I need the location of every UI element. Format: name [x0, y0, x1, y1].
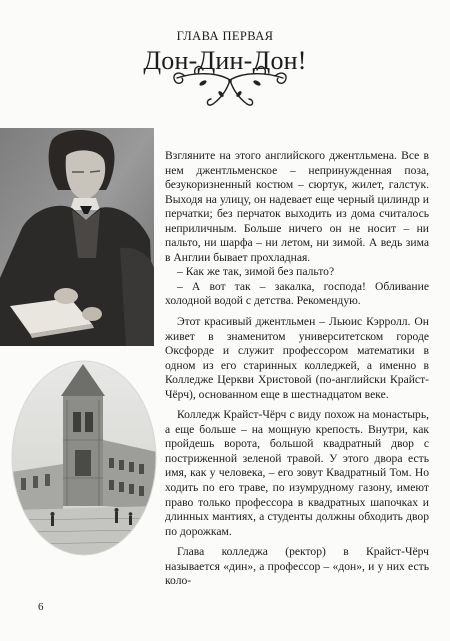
chapter-label: ГЛАВА ПЕРВАЯ: [176, 29, 274, 43]
paragraph: – Как же так, зимой без пальто?: [177, 265, 335, 279]
paragraph: Колледж Крайст-Чёрч с виду похож на монастырь, а еще больше – на мощную крепость. Внутри, как пройдешь ворота, большой квадратный двор с постриженной зеленой травой. У этого двора есть имя, как у человека, – его зовут Квадратный Том. Но ходить по его траве, по изумрудному газону, имеют право только профессора в квадратных шапочках и длинных мантиях, а студенты должны обходить двор по дорожкам.: [165, 408, 429, 538]
chapter-title: Дон-Дин-Дон!: [143, 46, 307, 75]
article-body: [165, 149, 429, 589]
page-number: 6: [38, 601, 44, 613]
paragraph: – А вот так – закалка, господа! Обливание холодной водой с детства. Рекомендую.: [165, 279, 429, 308]
paragraph: Взгляните на этого английского джентльмена. Все в нем джентльменское – непринужденная поза, безукоризненный костюм – сюртук, жилет, галстук. Выходя на улицу, он надевает еще черный цилиндр и перчатки; без перчаток выходить из дома считалось неприличным. Больше ничего он не носит – ни пальто, ни шарфа – ни летом, ни зимой. А ведь зима в Англии бывает прохладная.: [165, 149, 429, 264]
christ-church-engraving: [11, 360, 157, 556]
portrait-photo: [0, 128, 154, 346]
paragraph: Этот красивый джентльмен – Льюис Кэрролл. Он живет в знаменитом университетском городе Оксфорде и служит профессором математики в одном из его старинных колледжей, а именно в Колледже Церкви Христовой (по-английски Крайст-Чёрч), основанном еще в шестнадцатом веке.: [165, 315, 429, 401]
flourish-ornament-icon: [165, 60, 295, 120]
paragraph: Глава колледжа (ректор) в Крайст-Чёрч называется «дин», а профессор – «дон», и у них есть коло-: [165, 545, 429, 588]
